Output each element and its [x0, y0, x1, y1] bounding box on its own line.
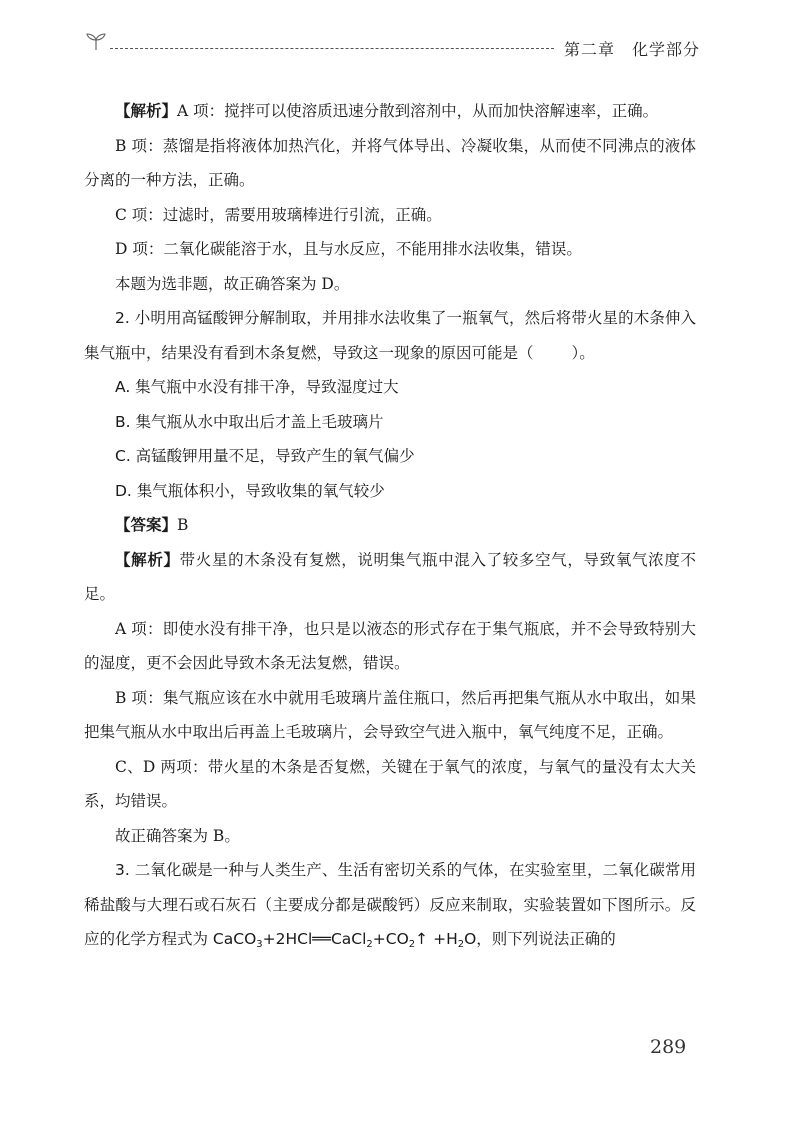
chapter-title: 第二章 化学部分	[564, 40, 701, 59]
analysis1-c: C 项：过滤时，需要用玻璃棒进行引流，正确。	[115, 205, 442, 224]
analysis1-b: B 项：蒸馏是指将液体加热汽化，并将气体导出、冷凝收集，从而使不同沸点的液体分离的一种方法，正确。	[84, 136, 696, 189]
answer-tag: 【答案】	[115, 516, 178, 534]
page-number: 289	[650, 1036, 687, 1058]
question2-option-a: A. 集气瓶中水没有排干净，导致湿度过大	[115, 378, 399, 396]
leaf-icon	[84, 30, 108, 54]
question2-analysis-cd: C、D 两项：带火星的木条是否复燃，关键在于氧气的浓度，与氧气的量没有太大关系，均错误。	[84, 757, 696, 810]
question2-option-c: C. 高锰酸钾用量不足，导致产生的氧气偏少	[115, 447, 415, 465]
analysis-tag: 【解析】	[115, 550, 180, 569]
question2-answer: 【答案】B	[115, 516, 189, 534]
question2-analysis-a: A 项：即使水没有排干净，也只是以液态的形式存在于集气瓶底，并不会导致特别大的湿度，更不会因此导致木条无法复燃，错误。	[84, 619, 696, 672]
question2-analysis-intro: 【解析】带火星的木条没有复燃，说明集气瓶中混入了较多空气，导致氧气浓度不足。	[84, 550, 696, 603]
header-rule	[110, 48, 554, 49]
analysis1-a: 【解析】A 项：搅拌可以使溶质迅速分散到溶剂中，从而加快溶解速率，正确。	[115, 102, 659, 120]
question2-conclusion: 故正确答案为 B。	[115, 826, 240, 845]
analysis1-d: D 项：二氧化碳能溶于水，且与水反应，不能用排水法收集，错误。	[115, 240, 582, 258]
question3-stem: 3. 二氧化碳是一种与人类生产、生活有密切关系的气体，在实验室里，二氧化碳常用稀盐酸与大理石或石灰石（主要成分都是碳酸钙）反应来制取，实验装置如下图所示。反应的化学方程式为 $CaCO_3+2HCl══CaCl_2+CO_2↑ +H_2O$，则下列说法正确的	[84, 861, 696, 950]
question2-option-b: B. 集气瓶从水中取出后才盖上毛玻璃片	[115, 412, 384, 431]
page-content	[84, 94, 696, 957]
analysis-tag: 【解析】	[115, 102, 178, 120]
question2-stem: 2. 小明用高锰酸钾分解制取，并用排水法收集了一瓶氧气，然后将带火星的木条伸入集气瓶中，结果没有看到木条复燃，导致这一现象的原因可能是（ ）。	[84, 309, 696, 362]
page-header	[84, 30, 701, 64]
question2-analysis-b: B 项：集气瓶应该在水中就用毛玻璃片盖住瓶口，然后再把集气瓶从水中取出，如果把集气瓶从水中取出后再盖上毛玻璃片，会导致空气进入瓶中，氧气纯度不足，正确。	[84, 688, 696, 741]
analysis1-conclusion: 本题为选非题，故正确答案为 D。	[115, 274, 350, 293]
question2-option-d: D. 集气瓶体积小，导致收集的氧气较少	[115, 481, 385, 500]
